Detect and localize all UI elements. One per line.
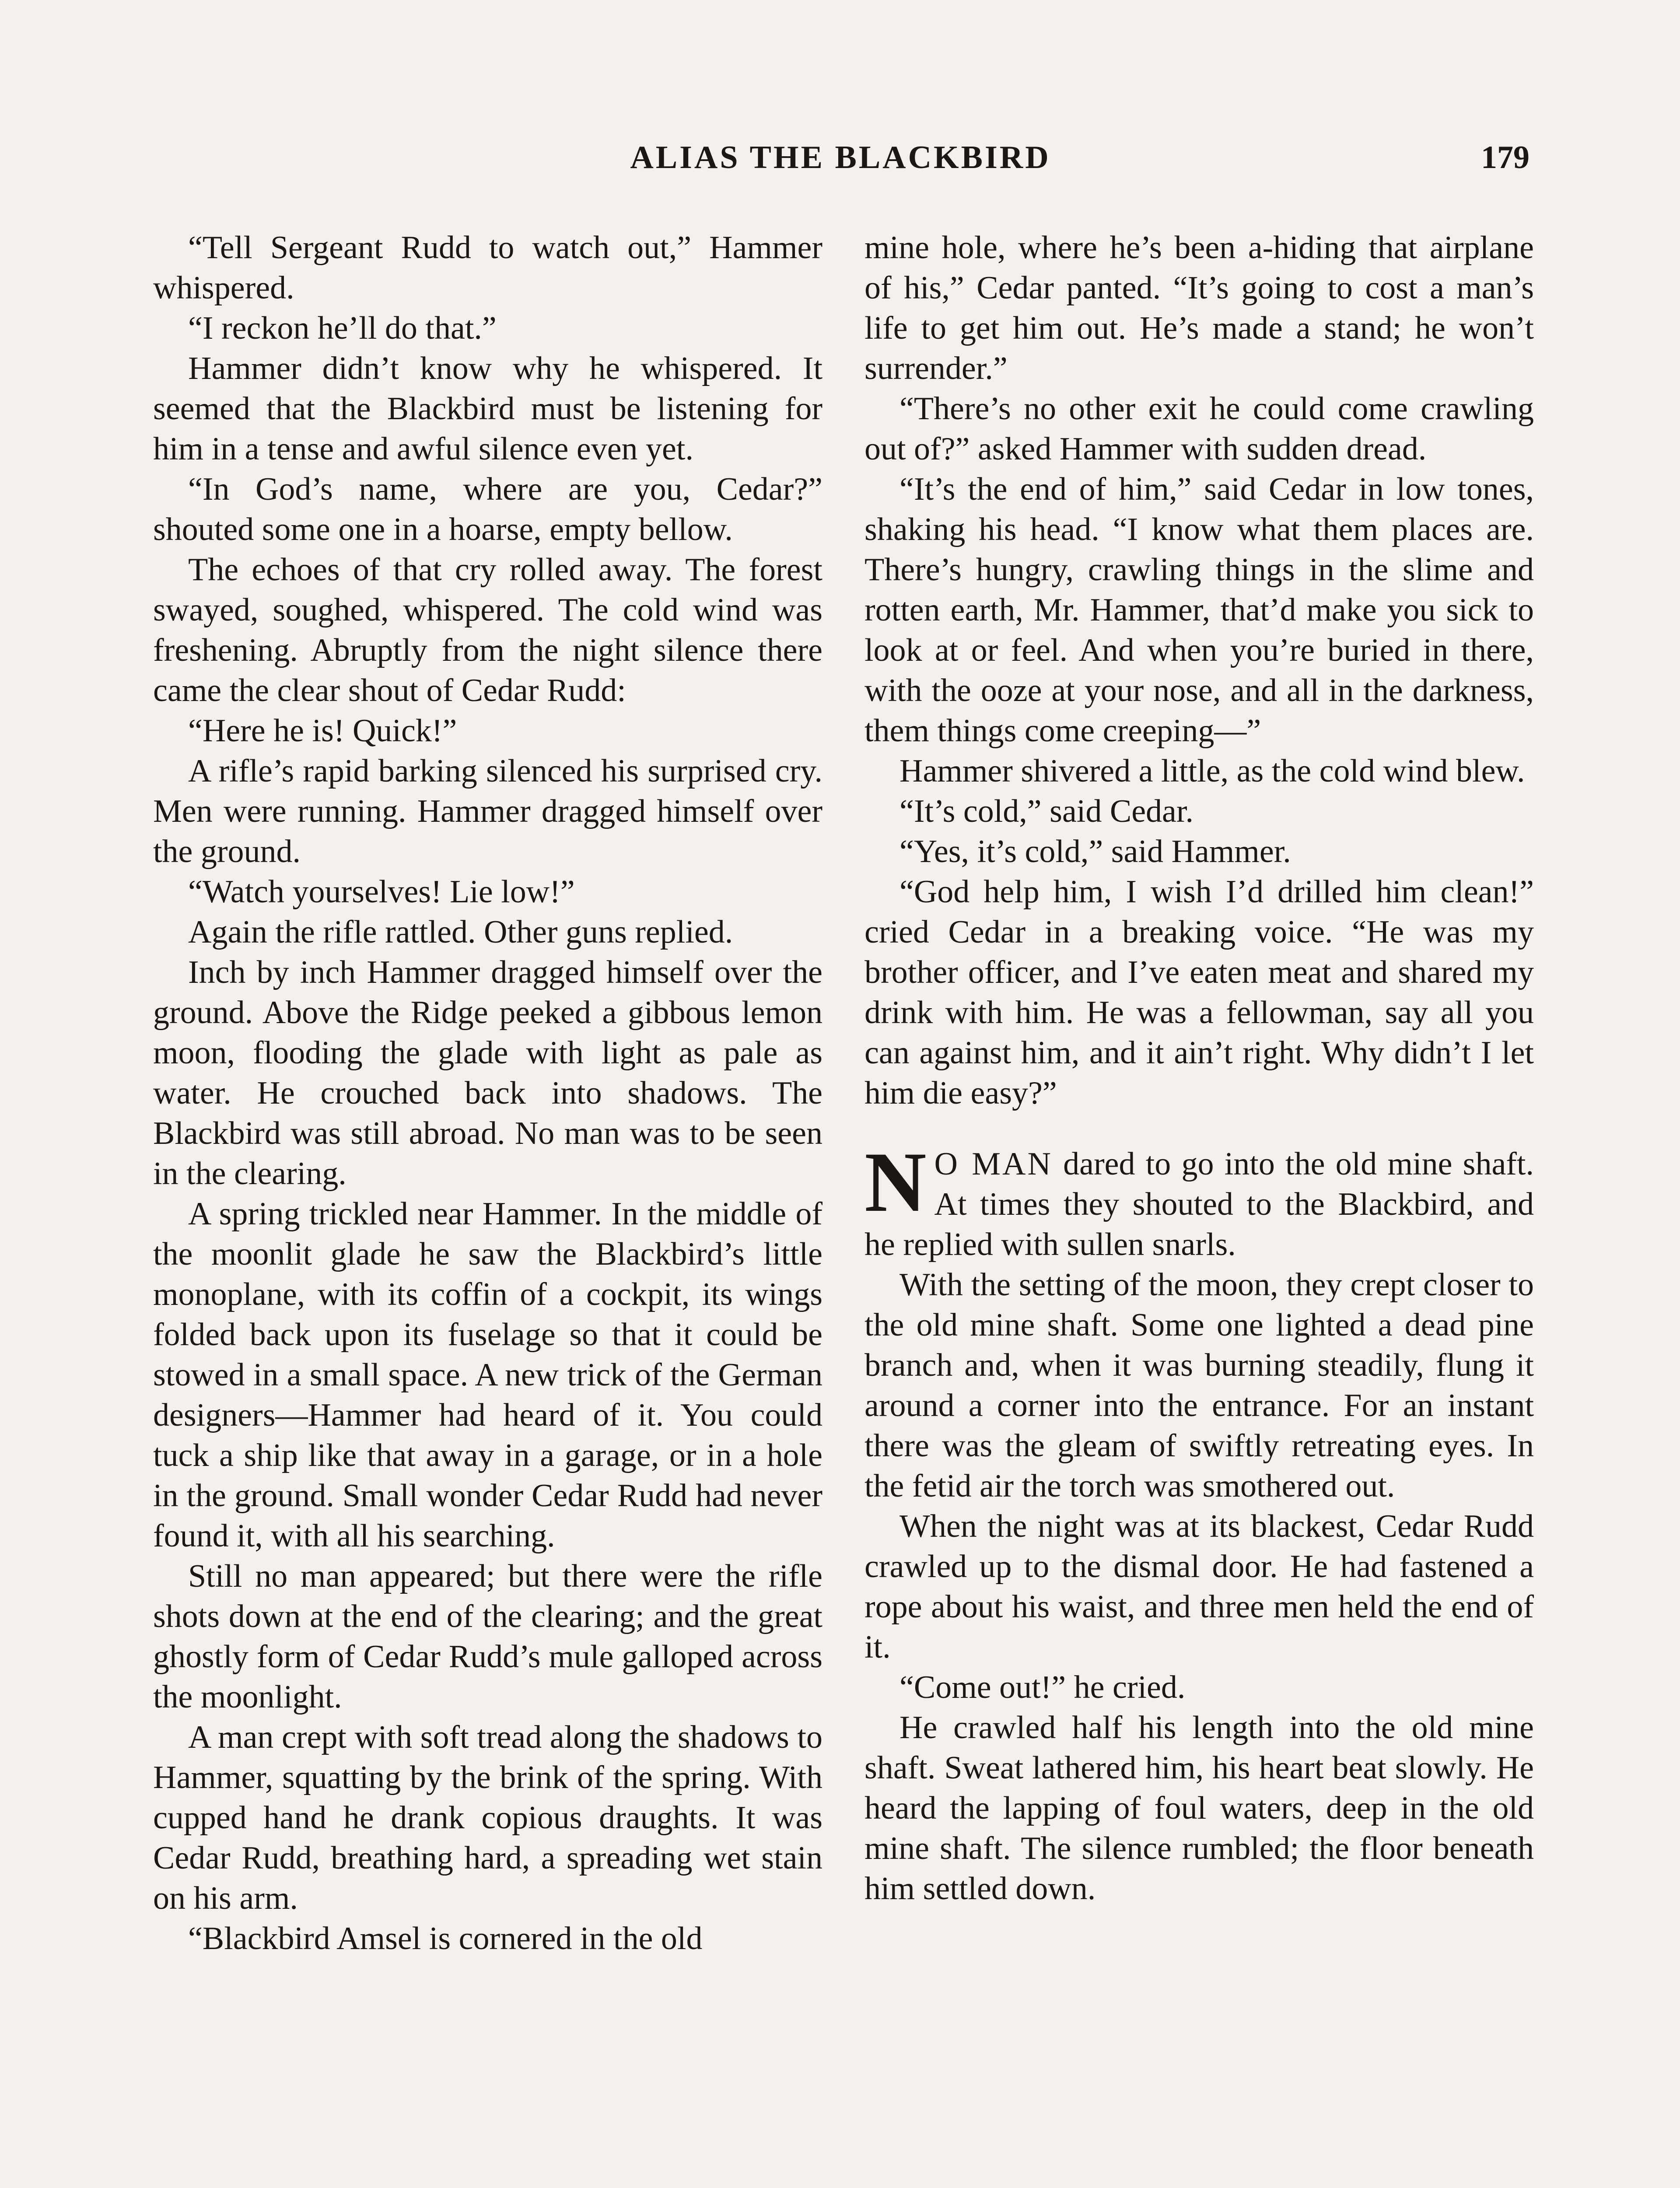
right-column — [864, 228, 1534, 1909]
paragraph: He crawled half his length into the old mine shaft. Sweat lathered him, his heart beat slowly. He heard the lapping of foul waters, deep in the old mine shaft. The silence rumbled; the floor beneath him settled down. — [864, 1710, 1534, 1907]
paragraph: “God help him, I wish I’d drilled him clean!” cried Cedar in a breaking voice. “He was my brother officer, and I’ve eaten meat and shared my drink with him. He was a fellowman, say all you can against him, and it ain’t right. Why didn’t I let him die easy?” — [864, 874, 1534, 1111]
paragraph: “In God’s name, where are you, Cedar?” shouted some one in a hoarse, empty bellow. — [153, 471, 822, 547]
paragraph-continued: mine hole, where he’s been a-hiding that airplane of his,” Cedar panted. “It’s going to cost a man’s life to get him out. He’s made a stand; he won’t surrender.” — [864, 230, 1534, 386]
paragraph: A man crept with soft tread along the shadows to Hammer, squatting by the brink of the spring. With cupped hand he drank copious draughts. It was Cedar Rudd, breathing hard, a spreading wet stain on his arm. — [153, 1719, 822, 1916]
paragraph: The echoes of that cry rolled away. The forest swayed, soughed, whispered. The cold wind was freshening. Abruptly from the night silence there came the clear shout of Cedar Rudd: — [153, 552, 822, 708]
paragraph: Hammer didn’t know why he whispered. It seemed that the Blackbird must be listening for him in a tense and awful silence even yet. — [153, 351, 822, 467]
paragraph: Again the rifle rattled. Other guns replied. — [188, 914, 733, 950]
page-number: 179 — [1481, 140, 1530, 175]
paragraph: “Come out!” he cried. — [900, 1669, 1186, 1705]
running-head: ALIAS THE BLACKBIRD — [630, 140, 1051, 175]
paragraph: With the setting of the moon, they crept closer to the old mine shaft. Some one lighted a dead pine branch and, when it was burning steadily, flung it around a corner into the entrance. For an instant there was the gleam of swiftly retreating eyes. In the fetid air the torch was smothered out. — [864, 1267, 1534, 1504]
paragraph: A rifle’s rapid barking silenced his surprised cry. Men were running. Hammer dragged himself over the ground. — [153, 753, 822, 870]
drop-cap: N — [864, 1135, 927, 1230]
paragraph: Still no man appeared; but there were the rifle shots down at the end of the clearing; and the great ghostly form of Cedar Rudd’s mule galloped across the moonlight. — [153, 1558, 822, 1715]
paragraph: “Tell Sergeant Rudd to watch out,” Hammer whispered. — [153, 230, 822, 306]
paragraph: “Yes, it’s cold,” said Hammer. — [900, 834, 1291, 870]
page-header — [151, 139, 1530, 183]
lead-in-text: dared to go into the old mine shaft. At times they shouted to the Blackbird, and he replied with sullen snarls. — [864, 1146, 1534, 1262]
paragraph: “There’s no other exit he could come crawling out of?” asked Hammer with sudden dread. — [864, 391, 1534, 467]
paragraph: “It’s cold,” said Cedar. — [900, 793, 1194, 829]
paragraph: Hammer shivered a little, as the cold wind blew. — [900, 753, 1525, 789]
paragraph: “It’s the end of him,” said Cedar in low tones, shaking his head. “I know what them places are. There’s hungry, crawling things in the slime and rotten earth, Mr. Hammer, that’d make you sick to look at or feel. And when you’re buried in there, with the ooze at your nose, and all in the darkness, them things come creeping—” — [864, 471, 1534, 749]
paragraph: When the night was at its blackest, Cedar Rudd crawled up to the dismal door. He had fastened a rope about his waist, and three men held the end of it. — [864, 1508, 1534, 1665]
paragraph: “Watch yourselves! Lie low!” — [188, 874, 575, 910]
left-column — [153, 228, 822, 1959]
paragraph: “I reckon he’ll do that.” — [188, 310, 497, 346]
lead-in-caps: O MAN — [934, 1146, 1053, 1182]
paragraph: A spring trickled near Hammer. In the middle of the moonlit glade he saw the Blackbird’s little monoplane, with its coffin of a cockpit, its wings folded back upon its fuselage so that it could be stowed in a small space. A new trick of the German designers—Hammer had heard of it. You could tuck a ship like that away in a garage, or in a hole in the ground. Small wonder Cedar Rudd had never found it, with all his searching. — [153, 1196, 822, 1554]
paragraph: “Here he is! Quick!” — [188, 713, 457, 749]
section-opening-paragraph — [864, 1135, 1534, 1265]
paragraph: “Blackbird Amsel is cornered in the old — [188, 1921, 703, 1957]
paragraph: Inch by inch Hammer dragged himself over the ground. Above the Ridge peeked a gibbous lemon moon, flooding the glade with light as pale as water. He crouched back into shadows. The Blackbird was still abroad. No man was to be seen in the clearing. — [153, 954, 822, 1192]
